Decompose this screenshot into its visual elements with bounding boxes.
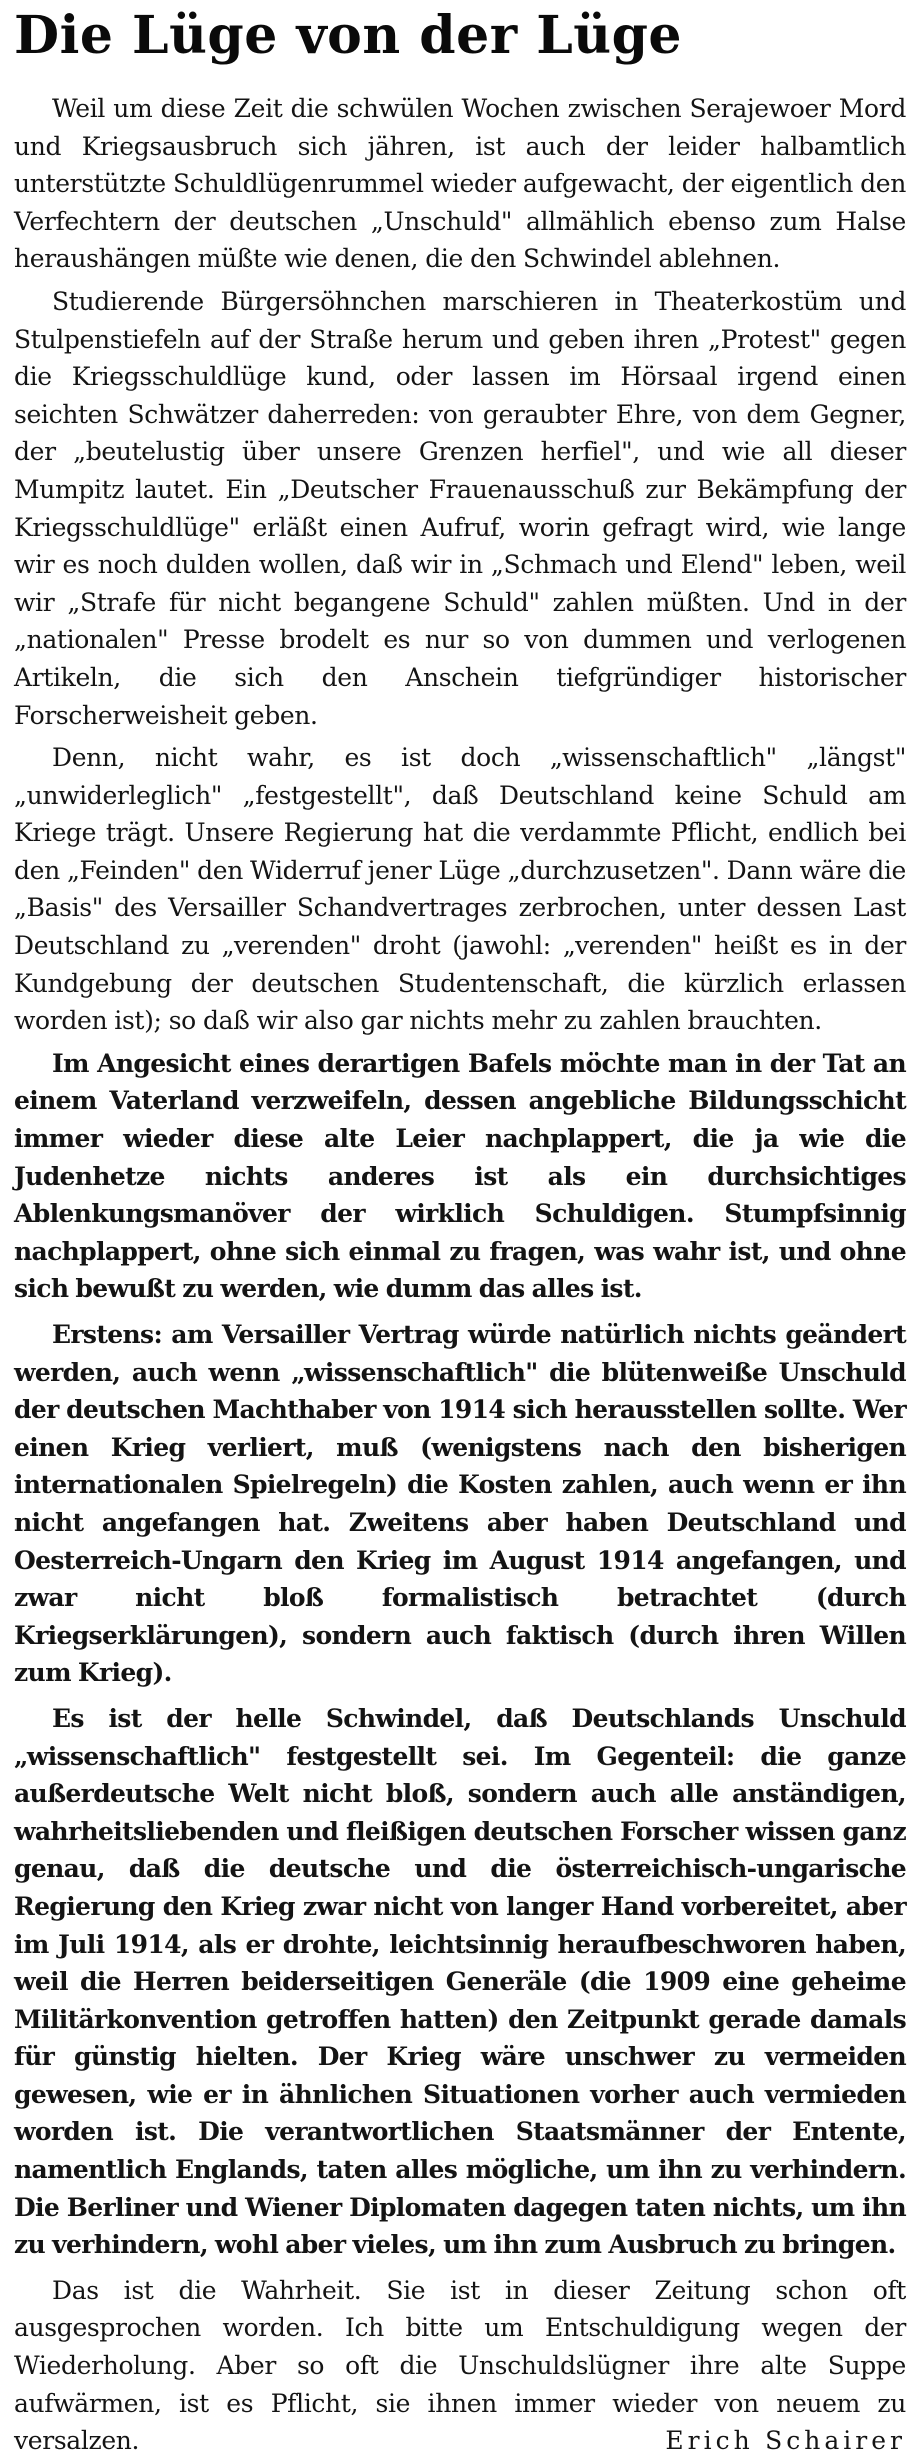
article-paragraph-3: Denn, nicht wahr, es ist doch „wissenschaftlich" „längst" „unwiderleglich" „festgestellt", daß Deutschland keine Schuld am Kriege trägt. Unsere Regierung hat die verdammte Pflicht, endlich bei den „Feinden" den Widerruf jener Lüge „durchzusetzen". Dann wäre die „Basis" des Versailler Schandvertrages zerbrochen, unter dessen Last Deutschland zu „verenden" droht (jawohl: „verenden" heißt es in der Kundgebung der deutschen Studentenschaft, die kürzlich erlassen worden ist); so daß wir also gar nichts mehr zu zahlen brauchten. [14,743,907,1036]
article-paragraph-1: Weil um diese Zeit die schwülen Wochen zwischen Serajewoer Mord und Kriegsausbruch sich jähren, ist auch der leider halbamtlich unterstützte Schuldlügenrummel wieder aufgewacht, der eigentlich den Verfechtern der deutschen „Unschuld" allmählich ebenso zum Halse heraushängen müßte wie denen, die den Schwindel ablehnen. [14,94,906,274]
article-paragraph-5: Erstens: am Versailler Vertrag würde natürlich nichts geändert werden, auch wenn „wissenschaftlich" die blütenweiße Unschuld der deutschen Machthaber von 1914 sich herausstellen sollte. Wer einen Krieg verliert, muß (wenigstens nach den bisherigen internationalen Spielregeln) die Kosten zahlen, auch wenn er ihn nicht angefangen hat. Zweitens aber haben Deutschland und Oesterreich-Ungarn den Krieg im August 1914 angefangen, und zwar nicht bloß formalistisch betrachtet (durch Kriegserklärungen), sondern auch faktisch (durch ihren Willen zum Krieg). [14,1320,906,1688]
author-signature: Erich Schairer [665,2426,906,2456]
article-headline: Die Lüge von der Lüge [14,5,683,66]
article-paragraph-7 [14,2272,906,2460]
article-paragraph-2: Studierende Bürgersöhnchen marschieren in Theaterkostüm und Stulpenstiefeln auf der Straße herum und geben ihren „Protest" gegen die Kriegsschuldlüge kund, oder lassen im Hörsaal irgend einen seichten Schwätzer daherreden: von geraubter Ehre, von dem Gegner, der „beutelustig über unsere Grenzen herfiel", und wie all dieser Mumpitz lautet. Ein „Deutscher Frauenausschuß zur Bekämpfung der Kriegsschuldlüge" erläßt einen Aufruf, worin gefragt wird, wie lange wir es noch dulden wollen, daß wir in „Schmach und Elend" leben, weil wir „Strafe für nicht begangene Schuld" zahlen müßten. Und in der „nationalen" Presse brodelt es nur so von dummen und verlogenen Artikeln, die sich den Anschein tiefgründiger historischer Forscherweisheit geben. [14,286,906,730]
article-paragraph-6: Es ist der helle Schwindel, daß Deutschlands Unschuld „wissenschaftlich" festgestellt sei. Im Gegenteil: die ganze außerdeutsche Welt nicht bloß, sondern auch alle anständigen, wahrheitsliebenden und fleißigen deutschen Forscher wissen ganz genau, daß die deutsche und die österreichisch-ungarische Regierung den Krieg zwar nicht von langer Hand vorbereitet, aber im Juli 1914, als er drohte, leichtsinnig heraufbeschworen haben, weil die Herren beiderseitigen Generäle (die 1909 eine geheime Militärkonvention getroffen hatten) den Zeitpunkt gerade damals für günstig hielten. Der Krieg wäre unschwer zu vermeiden gewesen, wie er in ähnlichen Situationen vorher auch vermieden worden ist. Die verantwortlichen Staatsmänner der Entente, namentlich Englands, taten alles mögliche, um ihn zu verhindern. Die Berliner und Wiener Diplomaten dagegen taten nichts, um ihn zu verhindern, wohl aber vieles, um ihn zum Ausbruch zu bringen. [14,1703,906,2260]
article-paragraph-4: Im Angesicht eines derartigen Bafels möchte man in der Tat an einem Vaterland verzweifeln, dessen angebliche Bildungsschicht immer wieder diese alte Leier nachplappert, die ja wie die Judenhetze nichts anderes ist als ein durchsichtiges Ablenkungsmanöver der wirklich Schuldigen. Stumpfsinnig nachplappert, ohne sich einmal zu fragen, was wahr ist, und ohne sich bewußt zu werden, wie dumm das alles ist. [14,1048,906,1304]
closing-text: Das ist die Wahrheit. Sie ist in dieser Zeitung schon oft ausgesprochen worden. Ich bitte um Entschuldigung wegen der Wiederholung. Aber so oft die Unschuldslügner ihre alte Suppe aufwärmen, ist es Pflicht, sie ihnen immer wieder von neuem zu versalzen. [14,2275,906,2456]
